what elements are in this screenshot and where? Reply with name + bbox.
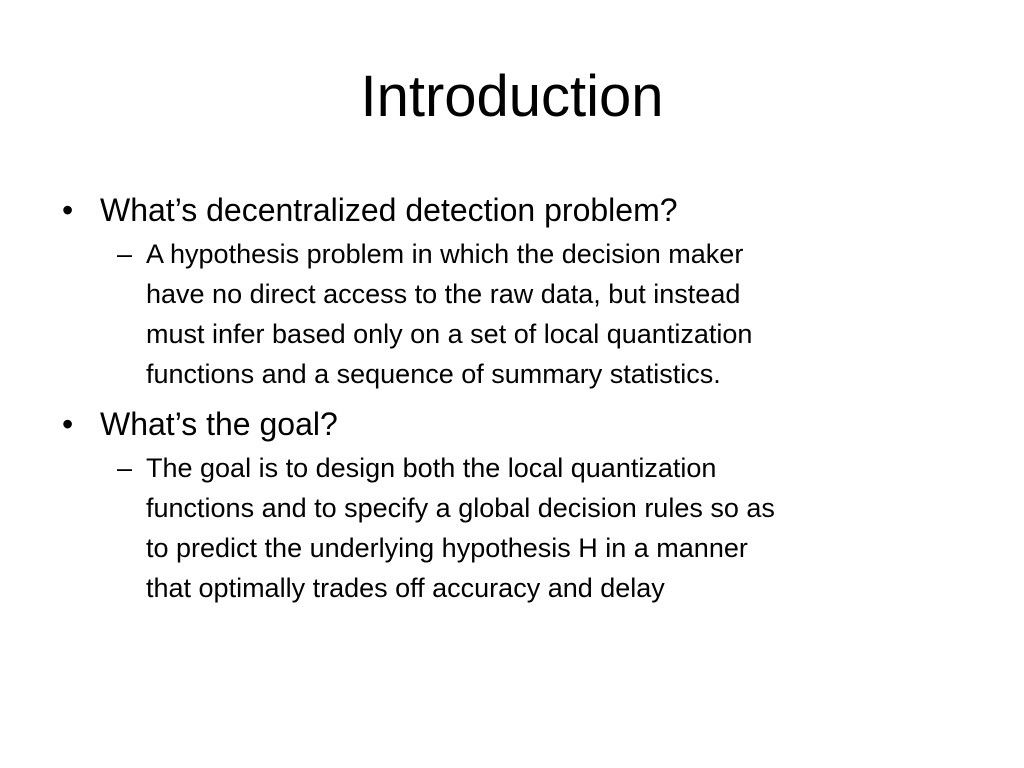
bullet-marker: • — [62, 192, 74, 228]
bullet-item-2 — [62, 402, 962, 446]
text-line: that optimally trades off accuracy and delay — [146, 573, 665, 603]
sub-bullet-text — [146, 234, 946, 394]
sub-bullet-marker: – — [117, 239, 133, 269]
sub-bullet-item-2 — [117, 448, 962, 608]
bullet-item-1 — [62, 188, 962, 232]
text-line: The goal is to design both the local quantization — [146, 453, 717, 483]
text-line: must infer based only on a set of local quantization — [146, 319, 753, 349]
text-line: to predict the underlying hypothesis H in a manner — [146, 533, 748, 563]
text-line: functions and to specify a global decision rules so as — [146, 493, 775, 523]
sub-bullet-text — [146, 448, 946, 608]
sub-bullet-item-1 — [117, 234, 962, 394]
slide-title: Introduction — [360, 64, 664, 129]
bullet-marker: • — [62, 406, 74, 442]
sub-bullet-marker: – — [117, 453, 133, 483]
text-line: have no direct access to the raw data, but instead — [146, 279, 741, 309]
slide-body — [62, 188, 962, 616]
text-line: A hypothesis problem in which the decision maker — [146, 239, 744, 269]
bullet-text: What’s the goal? — [100, 406, 338, 442]
bullet-text: What’s decentralized detection problem? — [100, 192, 678, 228]
text-line: functions and a sequence of summary statistics. — [146, 359, 721, 389]
